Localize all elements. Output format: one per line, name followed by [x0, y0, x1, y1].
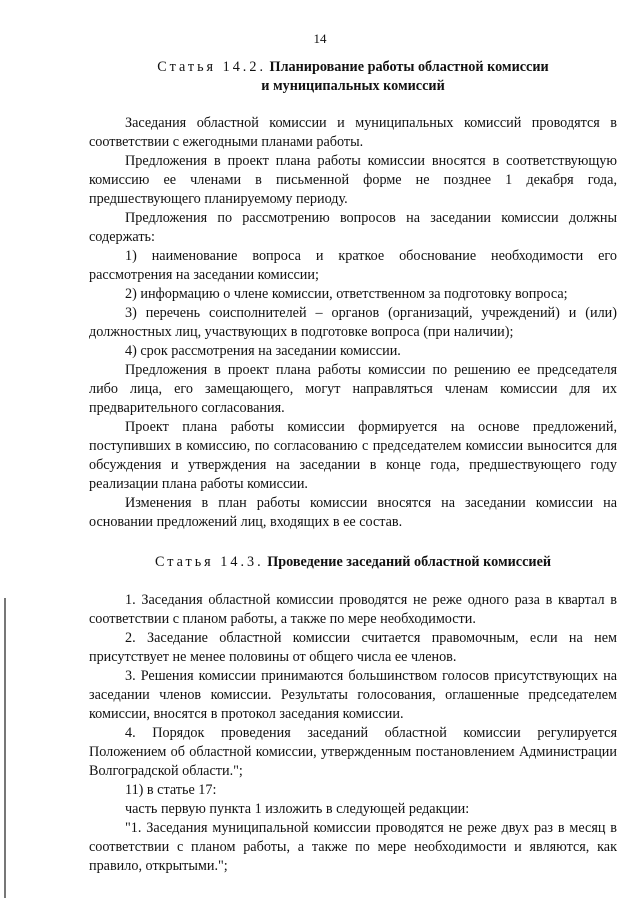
article-14-2-prefix: Статья 14.2.	[157, 59, 266, 75]
article-14-2-title: Планирование работы областной комиссии	[269, 59, 549, 75]
article-14-2-title-line1	[89, 58, 617, 77]
document-body	[89, 58, 617, 876]
list-item: 4) срок рассмотрения на заседании комиссии.	[125, 343, 401, 359]
article-14-2-title-continued: и муниципальных комиссий	[261, 78, 445, 94]
article-14-2-heading	[89, 58, 617, 96]
article-14-2-title-line2	[89, 77, 617, 96]
list-item: 1) наименование вопроса и краткое обоснование необходимости его рассмотрения на заседании комиссии;	[89, 248, 617, 283]
paragraph: "1. Заседания муниципальной комиссии проводятся не реже двух раз в месяц в соответствии с планом работы, а также по мере необходимости и являются, как правило, открытыми.";	[89, 820, 617, 874]
paragraph: часть первую пункта 1 изложить в следующей редакции:	[125, 801, 470, 817]
paragraph: 4. Порядок проведения заседаний областной комиссии регулируется Положением об областной комиссии, утвержденным постановлением Администрации Волгоградской области.";	[89, 725, 617, 779]
page-number: 14	[313, 31, 327, 46]
paragraph: Предложения в проект плана работы комиссии вносятся в соответствующую комиссию ее членами в письменной форме не позднее 1 декабря года, предшествующего планируемому периоду.	[89, 153, 617, 207]
paragraph: 2. Заседание областной комиссии считается правомочным, если на нем присутствует не менее половины от общего числа ее членов.	[89, 630, 617, 665]
paragraph: 1. Заседания областной комиссии проводятся не реже одного раза в квартал в соответствии с планом работы, а также по мере необходимости.	[89, 592, 617, 627]
paragraph: 11) в статье 17:	[125, 782, 217, 798]
scan-edge-line	[4, 598, 6, 898]
paragraph: Предложения по рассмотрению вопросов на заседании комиссии должны содержать:	[89, 210, 617, 245]
article-14-3-title: Проведение заседаний областной комиссией	[267, 554, 552, 570]
article-14-3-heading	[89, 553, 617, 572]
paragraph: 3. Решения комиссии принимаются большинством голосов присутствующих на заседании членов комиссии. Результаты голосования, оглашенные председателем комиссии, вносятся в протокол заседания комиссии.	[89, 668, 617, 722]
article-14-3-prefix: Статья 14.3.	[154, 554, 264, 570]
paragraph: Проект плана работы комиссии формируется на основе предложений, поступивших в комиссию, по согласованию с председателем комиссии выносится для обсуждения и утверждения на заседании в конце года, предшествующего году реализации плана работы комиссии.	[89, 419, 617, 492]
paragraph: Изменения в план работы комиссии вносятся на заседании комиссии на основании предложений лиц, входящих в ее состав.	[89, 495, 617, 530]
list-item: 3) перечень соисполнителей – органов (организаций, учреждений) и (или) должностных лиц, участвующих в подготовке вопроса (при наличии);	[89, 305, 617, 340]
list-item: 2) информацию о члене комиссии, ответственном за подготовку вопроса;	[125, 286, 568, 302]
paragraph: Заседания областной комиссии и муниципальных комиссий проводятся в соответствии с ежегодными планами работы.	[89, 115, 617, 150]
paragraph: Предложения в проект плана работы комиссии по решению ее председателя либо лица, его замещающего, могут направляться членам комиссии для их предварительного согласования.	[89, 362, 617, 416]
